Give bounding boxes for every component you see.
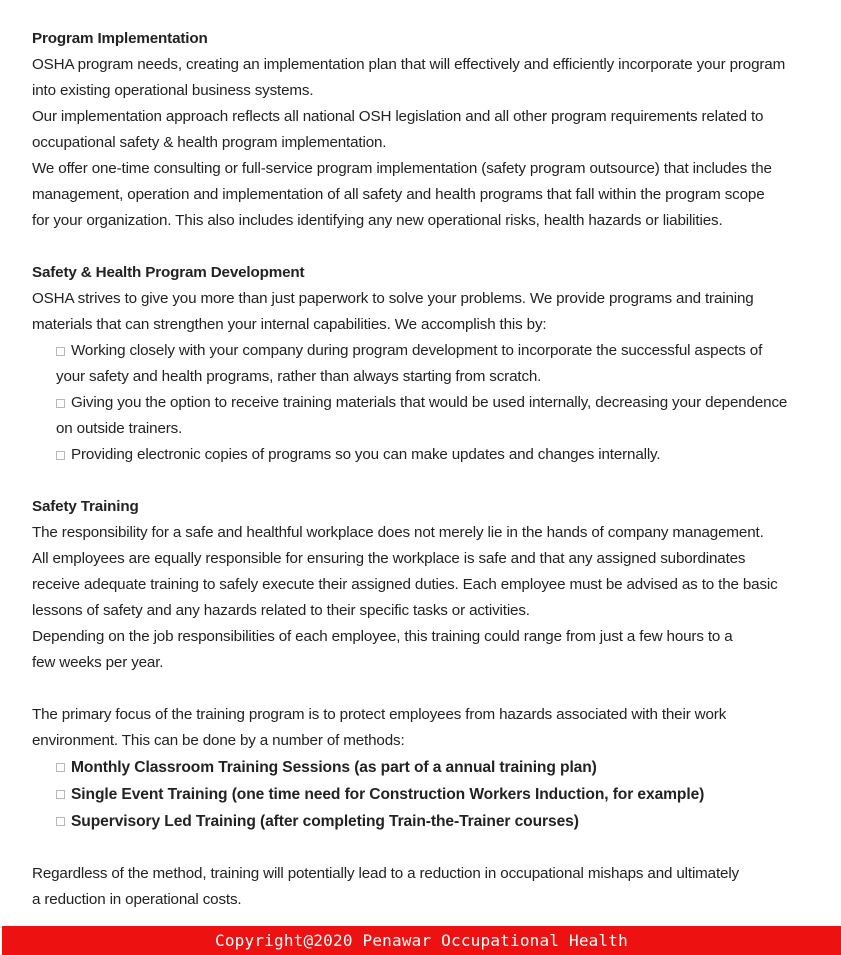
paragraph-line: for your organization. This also includes identifying any new operational risks, health hazards or liabilities.: [32, 212, 723, 229]
list-item: [32, 442, 832, 468]
paragraph-line: OSHA program needs, creating an implementation plan that will effectively and efficiently incorporate your program: [32, 56, 786, 73]
spacer: [32, 468, 832, 494]
paragraph-line: management, operation and implementation of all safety and health programs that fall within the program scope: [32, 186, 765, 203]
list-item-continuation: your safety and health programs, rather than always starting from scratch.: [56, 368, 542, 385]
paragraph-line: All employees are equally responsible for ensuring the workplace is safe and that any assigned subordinates: [32, 550, 746, 567]
paragraph-line: The responsibility for a safe and healthful workplace does not merely lie in the hands of company management.: [32, 524, 764, 541]
method-list-item: [32, 808, 832, 835]
checkbox-bullet-icon: [56, 399, 65, 408]
paragraph-line: Regardless of the method, training will potentially lead to a reduction in occupational mishaps and ultimately: [32, 865, 740, 882]
method-list-item: [32, 781, 832, 808]
paragraph-line: materials that can strengthen your internal capabilities. We accomplish this by:: [32, 316, 547, 333]
list-item-continuation: on outside trainers.: [56, 420, 183, 437]
paragraph-line: few weeks per year.: [32, 654, 164, 671]
section-heading-development: Safety & Health Program Development: [32, 264, 305, 281]
document-body: [32, 26, 832, 913]
method-list-item: [32, 754, 832, 781]
method-text: Supervisory Led Training (after completing Train-the-Trainer courses): [71, 813, 579, 830]
method-text: Monthly Classroom Training Sessions (as part of a annual training plan): [71, 759, 597, 776]
checkbox-bullet-icon: [56, 451, 65, 460]
method-text: Single Event Training (one time need for Construction Workers Induction, for example): [71, 786, 705, 803]
checkbox-bullet-icon: [56, 347, 65, 356]
list-item-text: Giving you the option to receive training materials that would be used internally, decreasing your dependence: [71, 394, 788, 411]
list-item-text: Working closely with your company during program development to incorporate the successful aspects of: [71, 342, 763, 359]
checkbox-bullet-icon: [56, 817, 65, 826]
paragraph-line: We offer one-time consulting or full-service program implementation (safety program outsource) that includes the: [32, 160, 772, 177]
paragraph-line: occupational safety & health program implementation.: [32, 134, 387, 151]
paragraph-line: into existing operational business systems.: [32, 82, 314, 99]
paragraph-line: Depending on the job responsibilities of each employee, this training could range from just a few hours to a: [32, 628, 733, 645]
list-item-text: Providing electronic copies of programs so you can make updates and changes internally.: [71, 446, 661, 463]
checkbox-bullet-icon: [56, 790, 65, 799]
list-item: [32, 390, 832, 416]
paragraph-line: The primary focus of the training program is to protect employees from hazards associated with their work: [32, 706, 727, 723]
spacer: [32, 835, 832, 861]
paragraph-line: Our implementation approach reflects all national OSH legislation and all other program requirements related to: [32, 108, 764, 125]
paragraph-line: OSHA strives to give you more than just paperwork to solve your problems. We provide programs and training: [32, 290, 754, 307]
checkbox-bullet-icon: [56, 763, 65, 772]
paragraph-line: lessons of safety and any hazards related to their specific tasks or activities.: [32, 602, 530, 619]
spacer: [32, 234, 832, 260]
section-heading-training: Safety Training: [32, 498, 139, 515]
paragraph-line: environment. This can be done by a number of methods:: [32, 732, 405, 749]
list-item: [32, 338, 832, 364]
spacer: [32, 676, 832, 702]
paragraph-line: receive adequate training to safely execute their assigned duties. Each employee must be advised as to the basic: [32, 576, 778, 593]
section-heading-implementation: Program Implementation: [32, 30, 208, 47]
copyright-footer: Copyright@2020 Penawar Occupational Health: [2, 926, 841, 955]
paragraph-line: a reduction in operational costs.: [32, 891, 242, 908]
